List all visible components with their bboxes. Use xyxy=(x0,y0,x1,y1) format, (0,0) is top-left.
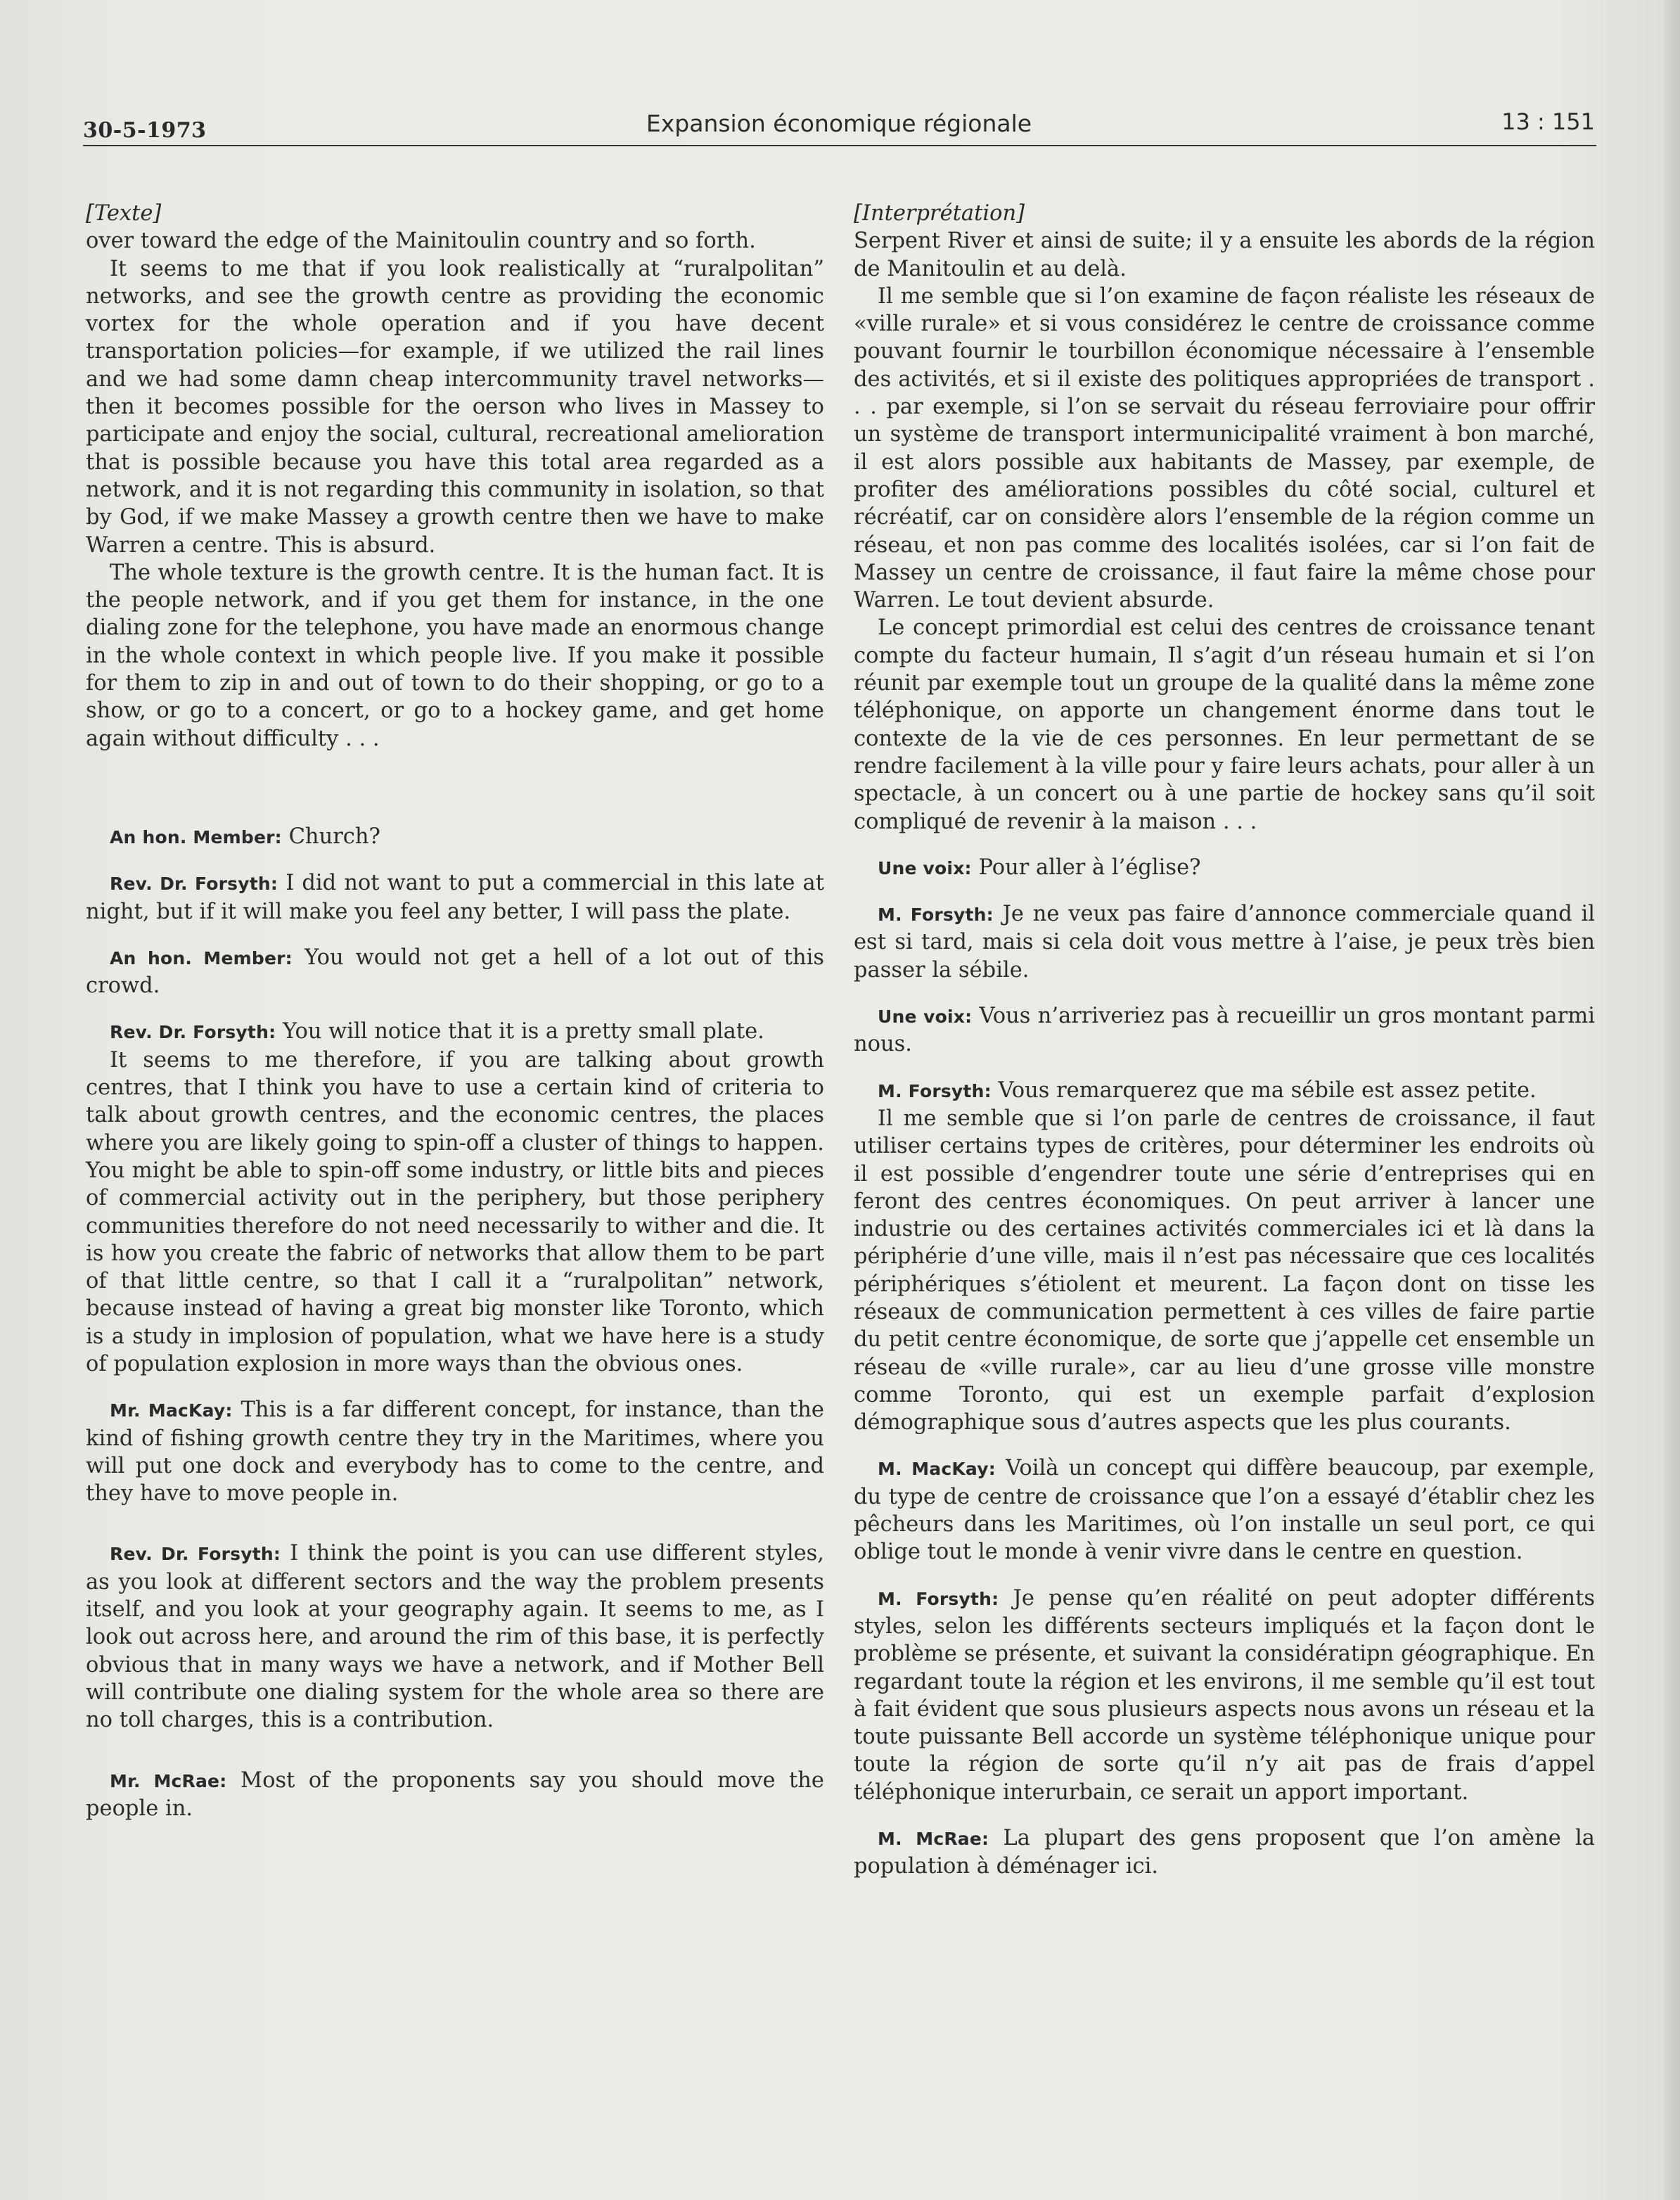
paragraph-text: Vous n’arriveriez pas à recueillir un gros montant parmi nous. xyxy=(854,1004,1595,1057)
paragraph-text: Vous remarquerez que ma sébile est assez petite. xyxy=(998,1077,1537,1103)
paragraph xyxy=(854,1585,1595,1806)
paragraph-text: You would not get a hell of a lot out of this crowd. xyxy=(86,945,825,999)
section-tag: [Interprétation] xyxy=(854,201,1025,226)
paragraph xyxy=(86,1018,824,1046)
paragraph xyxy=(86,944,824,1000)
paragraph xyxy=(86,823,824,851)
paragraph xyxy=(854,1077,1595,1105)
paragraph-text: Il me semble que si l’on examine de façon réaliste les réseaux de «ville rurale» et si vous considérez le centre de croissance comme pouvant fournir le tourbillon économique nécessaire à l’ensemble des activités, et si il existe des politiques appropriées de transport . . . par exemple, si l’on se servait du réseau ferroviaire pour offrir un système de transport intermunicipalité vraiment à bon marché, il est alors possible aux habitants de Massey, par exemple, de profiter des améliorations possibles du côté social, culturel et récréatif, car on considère alors l’ensemble de la région comme un réseau, et non pas comme des localités isolées, car si l’on fait de Massey un centre de croissance, il faut faire la même chose pour Warren. Le tout devient absurde. xyxy=(854,283,1595,613)
speaker-name: Rev. Dr. Forsyth: xyxy=(110,1544,281,1565)
paragraph xyxy=(86,1767,824,1823)
paragraph xyxy=(854,227,1595,283)
paragraph-text: The whole texture is the growth centre. It is the human fact. It is the people network, and if you get them for instance, in the one dialing zone for the telephone, you have made an enormous change in the whole context in which people live. If you make it possible for them to zip in and out of town to do their shopping, or go to a show, or go to a concert, or go to a hockey game, and get home again without difficulty . . . xyxy=(86,560,824,751)
paragraph-text: It seems to me therefore, if you are talking about growth centres, that I think you have to use a certain kind of criteria to talk about growth centres, and the economic centres, the places where you are likely going to spin-off a cluster of things to happen. You might be able to spin-off some industry, or little bits and pieces of commercial activity out in the periphery, but those periphery communities therefore do not need necessarily to wither and die. It is how you create the fabric of networks that allow them to be part of that little centre, so that I call it a “ruralpolitan” network, because instead of having a great big monster like Toronto, which is a study in implosion of population, what we have here is a study of population explosion in more ways than the obvious ones. xyxy=(86,1047,824,1376)
paragraph xyxy=(854,1454,1595,1566)
speaker-name: M. Forsyth: xyxy=(878,1080,992,1101)
speaker-name: An hon. Member: xyxy=(110,826,282,848)
paragraph-text: Le concept primordial est celui des centres de croissance tenant compte du facteur humain, Il s’agit d’un réseau humain et si l’on réunit par exemple tout un groupe de la qualité dans la même zone téléphonique, on apporte un changement énorme dans tout le contexte de la vie de ces personnes. En leur permettant de se rendre facilement à la ville pour y faire leurs achats, pour aller à un spectacle, à un concert ou à une partie de hockey sans qu’il soit compliqué de revenir à la maison . . . xyxy=(854,615,1595,834)
paragraph-text: Church? xyxy=(288,824,380,849)
paragraph xyxy=(86,559,824,753)
paragraph xyxy=(854,283,1595,615)
left-column-english xyxy=(86,200,824,1822)
speaker-name: M. McRae: xyxy=(878,1829,989,1850)
paragraph-text: La plupart des gens proposent que l’on amène la population à déménager ici. xyxy=(854,1826,1595,1879)
paragraph-text: You will notice that it is a pretty small plate. xyxy=(282,1019,764,1044)
paragraph xyxy=(854,854,1595,882)
paragraph-text: Serpent River et ainsi de suite; il y a ensuite les abords de la région de Manitoulin et au delà. xyxy=(854,229,1595,281)
section-tag: [Texte] xyxy=(86,201,162,226)
header-title: Expansion économique régionale xyxy=(646,110,1032,137)
paragraph-text: Je ne veux pas faire d’annonce commerciale quand il est si tard, mais si cela doit vous mettre à l’aise, je peux très bien passer la sébile. xyxy=(854,902,1595,983)
paragraph-text: I think the point is you can use different styles, as you look at different sectors and the way the problem presents itself, and you look at your geography again. It seems to me, as I look out across here, and around the rim of this base, it is perfectly obvious that in many ways we have a network, and if Mother Bell will contribute one dialing system for the whole area so there are no toll charges, this is a contribution. xyxy=(86,1541,824,1733)
paragraph xyxy=(854,1002,1595,1059)
paragraph-text: over toward the edge of the Mainitoulin country and so forth. xyxy=(86,229,756,254)
page-edge-shadow xyxy=(1665,0,1680,2200)
speaker-name: Rev. Dr. Forsyth: xyxy=(110,874,278,895)
paragraph xyxy=(86,1396,824,1507)
speaker-name: Rev. Dr. Forsyth: xyxy=(110,1022,276,1043)
paragraph xyxy=(86,255,824,559)
paragraph-text: Je pense qu’en réalité on peut adopter différents styles, selon les différents secteurs impliqués et la façon dont le problème se présente, et suivant la considératipn géographique. En regardant toute la région et les environs, il me semble qu’il est tout à fait évident que sous plusieurs aspects nous avons un réseau et la toute puissante Bell accorde un système téléphonique unique pour toute la région de sorte qu’il n’y ait pas de frais d’appel téléphonique interurbain, ce serait un apport important. xyxy=(854,1585,1595,1805)
paragraph-text: Il me semble que si l’on parle de centres de croissance, il faut utiliser certains types de critères, pour déterminer les endroits où il est possible d’engendrer toute une série d’entreprises qui en feront des centres économiques. On peut arriver à lancer une industrie ou des certaines activités commerciales ici et là dans la périphérie d’une ville, mais il n’est pas nécessaire que ces localités périphériques s’étiolent et meurent. La façon dont on tisse les réseaux de communication permettent à ces villes de faire partie du petit centre économique, de sorte que j’appelle cet ensemble un réseau de «ville rurale», car au lieu d’une grosse ville monstre comme Toronto, qui est un exemple parfait d’explosion démographique sous d’autres aspects que les plus courants. xyxy=(854,1106,1595,1435)
paragraph-text: This is a far different concept, for instance, than the kind of fishing growth centre they try in the Maritimes, where you will put one dock and everybody has to come to the centre, and they have to move people in. xyxy=(86,1398,824,1507)
paragraph xyxy=(854,900,1595,984)
speaker-name: M. Forsyth: xyxy=(878,1588,999,1609)
header-rule xyxy=(83,145,1596,146)
paragraph xyxy=(86,227,824,255)
paragraph-text: I did not want to put a commercial in this late at night, but if it will make you feel any better, I will pass the plate. xyxy=(86,871,824,924)
header-page-number: 13 : 151 xyxy=(1501,108,1595,135)
speaker-name: Mr. MacKay: xyxy=(110,1400,233,1421)
right-column-french xyxy=(854,200,1595,1881)
paragraph xyxy=(86,1540,824,1734)
header-date: 30-5-1973 xyxy=(83,118,207,143)
speaker-name: An hon. Member: xyxy=(110,947,293,968)
speaker-name: Une voix: xyxy=(878,1006,973,1028)
paragraph-text: It seems to me that if you look realistically at “ruralpolitan” networks, and see the growth centre as providing the economic vortex for the whole operation and if you have decent transportation policies—for example, if we utilized the rail lines and we had some damn cheap intercommunity travel networks—then it becomes possible for the oerson who lives in Massey to participate and enjoy the social, cultural, recreational amelioration that is possible because you have this total area regarded as a network, and it is not regarding this community in isolation, so that by God, if we make Massey a growth centre then we have to make Warren a centre. This is absurd. xyxy=(86,256,824,558)
speaker-name: Une voix: xyxy=(878,857,972,878)
paragraph xyxy=(854,614,1595,835)
paragraph xyxy=(86,1047,824,1379)
speaker-name: M. MacKay: xyxy=(878,1459,996,1480)
page-header xyxy=(83,105,1595,148)
paragraph xyxy=(86,869,824,926)
paragraph-text: Pour aller à l’église? xyxy=(978,855,1201,880)
speaker-name: Mr. McRae: xyxy=(110,1770,227,1791)
paragraph-text: Most of the proponents say you should move the people in. xyxy=(86,1767,824,1821)
speaker-name: M. Forsyth: xyxy=(878,904,994,926)
paragraph-text: Voilà un concept qui diffère beaucoup, par exemple, du type de centre de croissance que l’on a essayé d’établir chez les pêcheurs dans les Maritimes, où l’on installe un seul port, ce qui oblige tout le monde à venir vivre dans le centre en question. xyxy=(854,1456,1595,1565)
paragraph xyxy=(854,1105,1595,1437)
paragraph xyxy=(854,1824,1595,1881)
